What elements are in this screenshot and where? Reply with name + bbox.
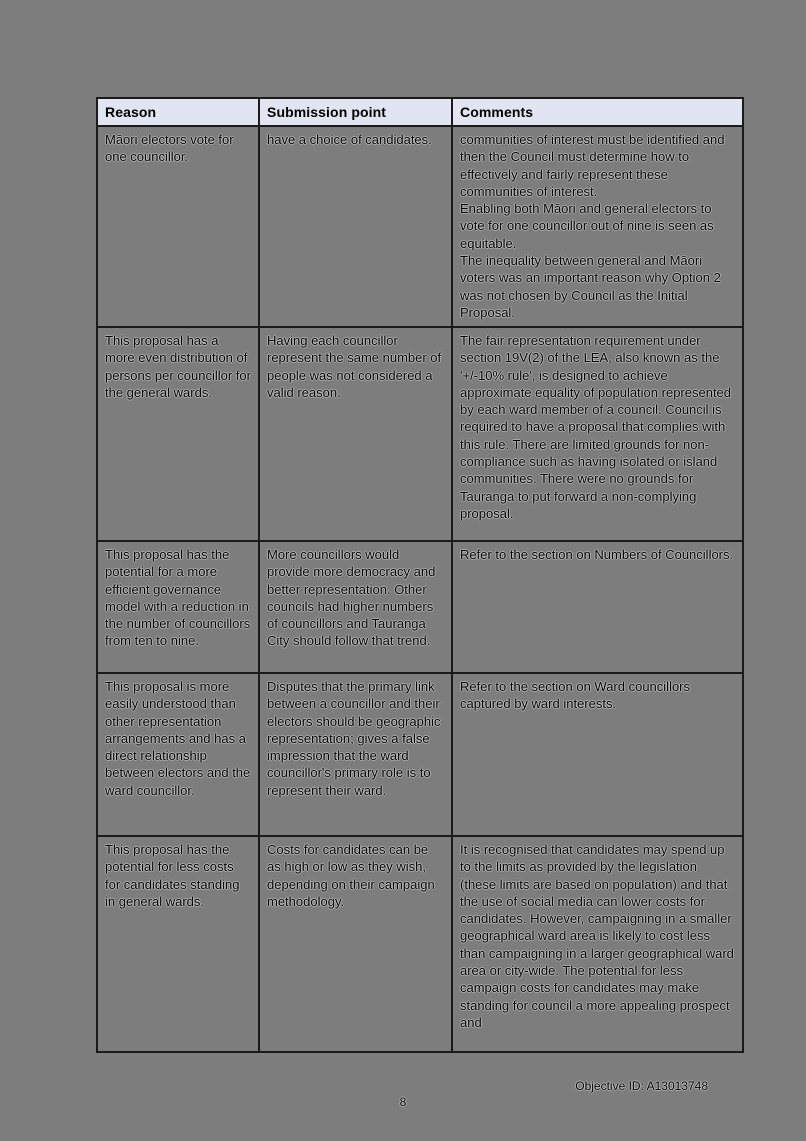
page-number: 8	[399, 1095, 407, 1109]
cell-paragraph: It is recognised that candidates may spend up to the limits as provided by the legislation (these limits are based on population) and that the use of social media can lower costs for candidates. However, campaigning in a smaller geographical ward area is likely to cost less than campaigning in a larger geographical ward area or city-wide. The potential for less campaign costs for candidates may make standing for council a more appealing prospect and	[460, 842, 734, 1030]
cell-paragraph: Refer to the section on Ward councillors captured by ward interests.	[460, 679, 691, 712]
cell-paragraph: The fair representation requirement under section 19V(2) of the LEA, also known as the '+/-10% rule', is designed to achieve approximate equality of population represented by each ward member of a council. Council is required to have a proposal that complies with this rule. There are limited grounds for non-compliance such as having isolated or island communities. There were no grounds for Tauranga to put forward a non-complying proposal.	[460, 333, 732, 521]
cell-paragraph: Costs for candidates can be as high or low as they wish, depending on their campaign methodology.	[267, 842, 435, 909]
table-header-row	[97, 98, 743, 126]
objective-id: Objective ID: A13013748	[575, 1079, 708, 1093]
cell-paragraph: This proposal has a more even distribution of persons per councillor for the general wards.	[105, 333, 251, 400]
submissions-table	[96, 97, 744, 1053]
reason-cell	[97, 126, 259, 327]
submission-point-cell	[259, 126, 452, 327]
table-row	[97, 541, 743, 673]
table-row	[97, 327, 743, 541]
column-header-submission-point: Submission point	[259, 98, 452, 126]
reason-cell	[97, 541, 259, 673]
cell-paragraph: Having each councillor represent the same number of people was not considered a valid reason.	[267, 333, 442, 400]
comments-cell	[452, 541, 743, 673]
cell-paragraph: Disputes that the primary link between a councillor and their electors should be geographic representation; gives a false impression that the ward councillor's primary role is to represent their ward.	[267, 679, 441, 798]
submission-point-cell	[259, 327, 452, 541]
cell-paragraph: More councillors would provide more democracy and better representation. Other councils had higher numbers of councillors and Tauranga City should follow that trend.	[267, 547, 436, 649]
cell-paragraph: Māori electors vote for one councillor.	[105, 132, 234, 165]
cell-paragraph: Enabling both Māori and general electors to vote for one councillor out of nine is seen as equitable.	[460, 201, 714, 251]
reason-cell	[97, 327, 259, 541]
cell-paragraph: This proposal has the potential for less costs for candidates standing in general wards.	[105, 842, 240, 909]
table-row	[97, 836, 743, 1052]
column-header-reason: Reason	[97, 98, 259, 126]
comments-cell	[452, 673, 743, 836]
comments-cell	[452, 126, 743, 327]
table-row	[97, 673, 743, 836]
cell-paragraph: This proposal is more easily understood than other representation arrangements and has a direct relationship between electors and the ward councillor.	[105, 679, 251, 798]
cell-paragraph: Refer to the section on Numbers of Councillors.	[460, 547, 734, 562]
column-header-comments: Comments	[452, 98, 743, 126]
submission-point-cell	[259, 541, 452, 673]
submission-point-cell	[259, 836, 452, 1052]
comments-cell	[452, 836, 743, 1052]
cell-paragraph: have a choice of candidates.	[267, 132, 432, 147]
cell-paragraph: communities of interest must be identified and then the Council must determine how to effectively and fairly represent these communities of interest.	[460, 132, 725, 199]
submission-point-cell	[259, 673, 452, 836]
comments-cell	[452, 327, 743, 541]
cell-paragraph: The inequality between general and Māori voters was an important reason why Option 2 was not chosen by Council as the Initial Proposal.	[460, 253, 721, 320]
cell-paragraph: This proposal has the potential for a more efficient governance model with a reduction in the number of councillors from ten to nine.	[105, 547, 251, 649]
reason-cell	[97, 836, 259, 1052]
table-row	[97, 126, 743, 327]
reason-cell	[97, 673, 259, 836]
